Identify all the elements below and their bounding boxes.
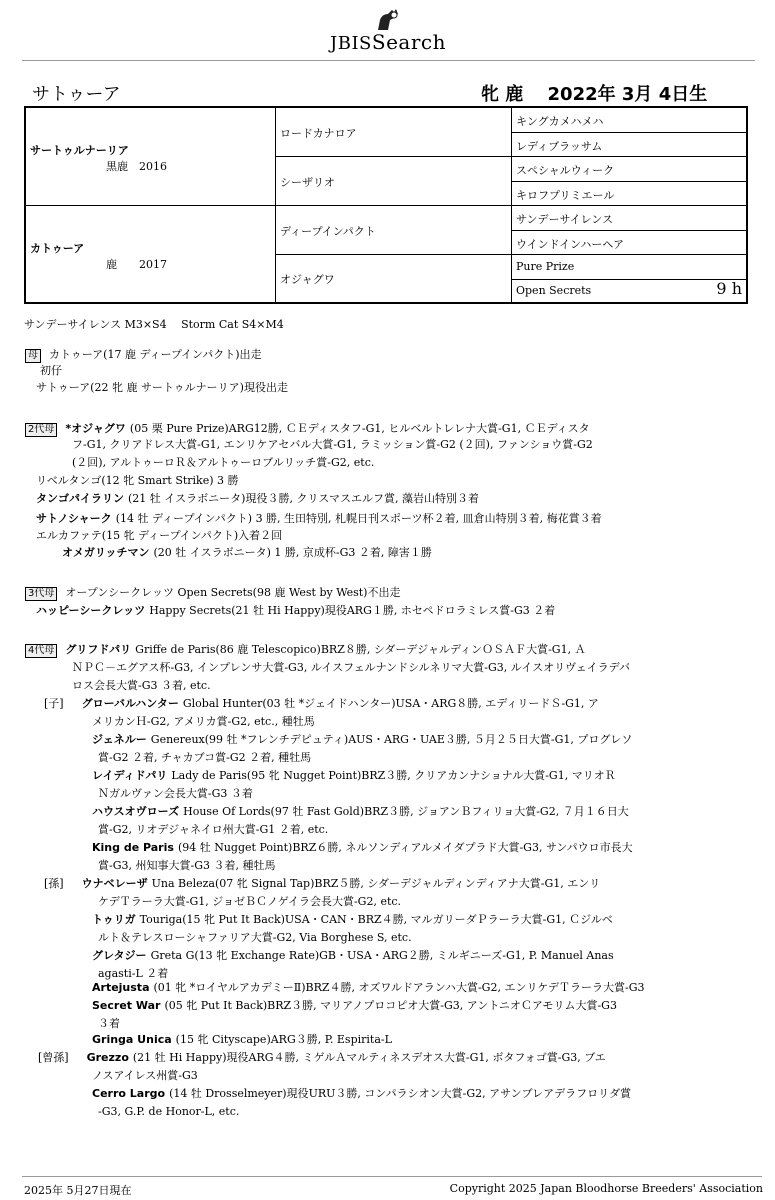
record-line: [92, 998, 617, 1014]
generation-tag: 4代母: [25, 644, 57, 658]
relation-tag: [曾孫]: [38, 1051, 69, 1064]
gen3-name: Pure Prize: [516, 260, 575, 273]
record-text: フ-G1, クリアドレス大賞-G1, エンリケアセバル大賞-G1, ラミッション賞-G2 (２回), ファンショウ賞-G2: [72, 438, 593, 451]
horse-icon: [374, 6, 402, 32]
generation-tag: 母: [25, 349, 41, 363]
horse-name-bold: ハウスオヴローズ: [92, 805, 180, 818]
record-text: Ｎガルヴァン会長大賞-G3 ３着: [98, 787, 253, 800]
record-text: (94 牡 Nugget Point)BRZ６勝, ネルソンディアルメイダプラド大賞-G3, サンパウロ市長大: [177, 841, 633, 854]
pedigree-gen2-cell: [276, 206, 512, 255]
record-text: (05 牝 Put It Back)BRZ３勝, マリアノプロコピオ大賞-G3, アントニオＣアモリム大賞-G3: [164, 999, 617, 1012]
record-line: [72, 455, 374, 471]
record-line: [36, 511, 602, 527]
record-text: 賞-G2, リオデジャネイロ州大賞-G1 ２着, etc.: [98, 823, 329, 836]
horse-name-bold: レイディドパリ: [92, 769, 168, 782]
pedigree-gen3-cell: [512, 133, 746, 157]
record-text: (２回), アルトゥーロＲ＆アルトゥーロブルリッチ賞-G2, etc.: [72, 456, 375, 469]
record-text: agasti-L ２着: [98, 967, 169, 980]
record-text: Global Hunter(03 牡 *ジェイドハンター)USA・ARG８勝, エディリードＳ-G1, ア: [182, 697, 599, 710]
record-line: [36, 380, 288, 396]
record-text: Happy Secrets(21 牡 Hi Happy)現役ARG１勝, ホセペドロラミレス賞-G3 ２着: [149, 604, 556, 617]
record-line: [92, 804, 629, 820]
record-text: 賞-G2 ２着, チャカブコ賞-G2 ２着, 種牡馬: [98, 751, 312, 764]
record-text: Una Beleza(07 牝 Signal Tap)BRZ５勝, シダーデジャルディンディアナ大賞-G1, エンリ: [151, 877, 601, 890]
record-text: エルカファテ(15 牝 ディープインパクト)入着２回: [36, 529, 283, 542]
record-line: [92, 768, 616, 784]
horse-name-bold: ハッピーシークレッツ: [36, 604, 146, 617]
record-line: [92, 948, 614, 964]
record-text: House Of Lords(97 牡 Fast Gold)BRZ３勝, ジョアンＢフィリョ大賞-G2, ７月１６日大: [183, 805, 629, 818]
record-text: Genereux(99 牡 *フレンチデピュティ)AUS・ARG・UAE３勝, ５月２５日大賞-G1, プログレソ: [150, 733, 633, 746]
record-line: [36, 528, 282, 544]
horse-name-bold: タンゴパイラリン: [36, 492, 124, 505]
horse-name-bold: グローバルハンター: [81, 697, 179, 710]
gen3-name: キロフプリミエール: [516, 189, 615, 202]
pedigree-gen3-cell: [512, 157, 746, 182]
record-line: [72, 437, 593, 453]
pedigree-gen2-cell: [276, 255, 512, 302]
record-text: (21 牡 Hi Happy)現役ARG４勝, ミゲルＡマルティネスデオス大賞-G1, ボタフォゴ賞-G3, ブエ: [132, 1051, 606, 1064]
horse-name: サトゥーア: [32, 84, 121, 105]
gen2-name: シーザリオ: [280, 176, 335, 189]
record-text: Griffe de Paris(86 鹿 Telescopico)BRZ８勝, シダーデジャルディンＯＳＡＦ大賞-G1, Ａ: [135, 643, 586, 656]
gen3-name: ウインドインハーヘア: [516, 238, 625, 251]
record-line: [25, 642, 586, 658]
horse-name-bold: ウナベレーザ: [81, 877, 148, 890]
dam-info: 鹿 2017: [106, 258, 167, 271]
pedigree-gen3-cell: [512, 108, 746, 133]
record-text: サトゥーア(22 牝 鹿 サートゥルナーリア)現役出走: [36, 381, 288, 394]
horse-name-bold: サトノシャーク: [36, 512, 112, 525]
horse-name-bold: Gringa Unica: [92, 1033, 172, 1046]
record-line: [98, 786, 253, 802]
pedigree-dam-cell: [26, 206, 276, 302]
record-line: [38, 1050, 606, 1066]
pedigree-gen2-cell: [276, 157, 512, 206]
gen3-name: スペシャルウィーク: [516, 164, 615, 177]
record-line: [92, 732, 632, 748]
record-line: [92, 1068, 198, 1084]
pedigree-gen2-cell: [276, 108, 512, 157]
record-line: [36, 491, 479, 507]
pedigree-gen3-cell: [512, 206, 746, 231]
dam-name: カトゥーア: [30, 242, 85, 255]
record-line: [25, 585, 400, 601]
horse-name-bold: Cerro Largo: [92, 1087, 166, 1100]
pedigree-table: [24, 106, 748, 304]
record-text: 賞-G3, 州知事大賞-G3 ３着, 種牡馬: [98, 859, 276, 872]
record-line: [44, 876, 600, 892]
record-text: リベルタンゴ(12 牝 Smart Strike) 3 勝: [36, 474, 239, 487]
jbis-search-logo: [330, 6, 470, 54]
record-text: ＮＰＣ－エグアス杯-G3, インプレンサ大賞-G3, ルイスフェルナンドシルネリマ大賞-G3, ルイスオリヴェイラデバ: [72, 661, 630, 674]
record-text: (21 牡 イスラボニータ)現役３勝, クリスマスエルフ賞, 藻岩山特別３着: [128, 492, 480, 505]
record-text: (05 栗 Pure Prize)ARG12勝, ＣＥディスタフ-G1, ヒルベルトレレナ大賞-G1, ＣＥディスタ: [129, 422, 590, 435]
logo-brand: JBIS: [330, 33, 372, 54]
relation-tag: [子]: [44, 697, 64, 710]
record-text: Greta G(13 牝 Exchange Rate)GB・USA・ARG２勝, ミルギニーズ-G1, P. Manuel Anas: [150, 949, 614, 962]
record-line: [98, 1104, 239, 1120]
horse-name-bold: King de Paris: [92, 841, 174, 854]
record-line: [98, 1016, 120, 1032]
record-line: [98, 858, 276, 874]
pedigree-sire-cell: [26, 108, 276, 206]
footer-date: 2025年 5月27日現在: [24, 1184, 132, 1197]
horse-info: 牝 鹿 2022年 3月 4日生: [481, 84, 708, 105]
horse-name-bold: ジェネルー: [92, 733, 147, 746]
family-number: 9 h: [716, 279, 742, 298]
record-text: Lady de Paris(95 牝 Nugget Point)BRZ３勝, クリアカンナショナル大賞-G1, マリオＲ: [171, 769, 616, 782]
gen3-name: Open Secrets: [516, 284, 592, 297]
gen3-name: キングカメハメハ: [516, 115, 604, 128]
record-line: [72, 660, 630, 676]
generation-tag: 3代母: [25, 587, 57, 601]
horse-name-bold: *オジャグワ: [65, 422, 126, 435]
inbreeding-text: サンデーサイレンス M3×S4 Storm Cat S4×M4: [24, 318, 284, 331]
record-text: ３着: [98, 1017, 120, 1030]
record-line: [98, 930, 412, 946]
record-text: (15 牝 Cityscape)ARG３勝, P. Espirita-L: [175, 1033, 392, 1046]
record-line: [44, 696, 599, 712]
gen3-name: サンデーサイレンス: [516, 213, 614, 226]
record-line: [40, 363, 62, 379]
record-line: [36, 473, 239, 489]
record-line: [98, 822, 328, 838]
record-line: [72, 678, 211, 694]
record-line: [98, 750, 311, 766]
record-line: [92, 714, 315, 730]
record-text: Touriga(15 牝 Put It Back)USA・CAN・BRZ４勝, マルガリーダＰラーラ大賞-G1, Ｃジルベ: [139, 913, 613, 926]
gen3-name: レディブラッサム: [516, 140, 603, 153]
record-text: 初仔: [40, 364, 62, 377]
record-text: カトゥーア(17 鹿 ディープインパクト)出走: [49, 348, 262, 361]
gen2-name: ディープインパクト: [280, 225, 376, 238]
record-line: [25, 421, 590, 437]
record-text: (01 牝 *ロイヤルアカデミーⅡ)BRZ４勝, オズワルドアランハ大賞-G2, エンリケデＴラーラ大賞-G3: [153, 981, 645, 994]
pedigree-gen3-cell: [512, 231, 746, 255]
record-text: (14 牡 ディープインパクト) 3 勝, 生田特別, 札幌日刊スポーツ杯２着, 皿倉山特別３着, 梅花賞３着: [115, 512, 602, 525]
header-rule: [22, 60, 755, 61]
sire-info: 黒鹿 2016: [106, 160, 167, 173]
record-line: [98, 894, 401, 910]
record-line: [92, 980, 645, 996]
record-line: [92, 1086, 631, 1102]
footer-copyright: Copyright 2025 Japan Bloodhorse Breeders' Association: [449, 1182, 763, 1195]
horse-name-bold: オメガリッチマン: [62, 546, 150, 559]
horse-name-bold: Artejusta: [92, 981, 150, 994]
pedigree-gen3-cell: [512, 182, 746, 206]
horse-name-bold: Grezzo: [86, 1051, 129, 1064]
footer-rule: [22, 1176, 762, 1177]
record-text: (20 牡 イスラボニータ) 1 勝, 京成杯-G3 ２着, 障害１勝: [153, 546, 432, 559]
sire-name: サートゥルナーリア: [30, 144, 129, 157]
pedigree-gen3-cell: [512, 280, 746, 302]
record-line: [92, 912, 613, 928]
record-text: -G3, G.P. de Honor-L, etc.: [98, 1105, 240, 1118]
record-text: オープンシークレッツ Open Secrets(98 鹿 West by West)不出走: [65, 586, 401, 599]
record-text: ノスアイレス州賞-G3: [92, 1069, 198, 1082]
gen2-name: ロードカナロア: [280, 127, 357, 140]
record-line: [25, 347, 262, 363]
horse-name-bold: Secret War: [92, 999, 161, 1012]
record-line: [62, 545, 432, 561]
record-line: [92, 1032, 392, 1048]
record-text: (14 牡 Drosselmeyer)現役URU３勝, コンパラシオン大賞-G2, アサンブレアデラフロリダ賞: [169, 1087, 632, 1100]
pedigree-gen3-cell: [512, 255, 746, 280]
gen2-name: オジャグワ: [280, 273, 335, 286]
record-text: ケデＴラーラ大賞-G1, ジョゼＢＣノゲイラ会長大賞-G2, etc.: [98, 895, 402, 908]
horse-name-bold: グリフドパリ: [65, 643, 132, 656]
record-text: メリカンＨ-G2, アメリカ賞-G2, etc., 種牡馬: [92, 715, 315, 728]
relation-tag: [孫]: [44, 877, 64, 890]
record-text: ロス会長大賞-G3 ３着, etc.: [72, 679, 211, 692]
logo-suffix: Search: [371, 30, 446, 54]
horse-name-bold: トゥリガ: [92, 913, 136, 926]
record-line: [36, 603, 555, 619]
generation-tag: 2代母: [25, 423, 57, 437]
horse-name-bold: グレタジー: [92, 949, 147, 962]
record-text: ルト＆テレスローシャファリア大賞-G2, Via Borghese S, etc.: [98, 931, 412, 944]
record-line: [92, 840, 633, 856]
